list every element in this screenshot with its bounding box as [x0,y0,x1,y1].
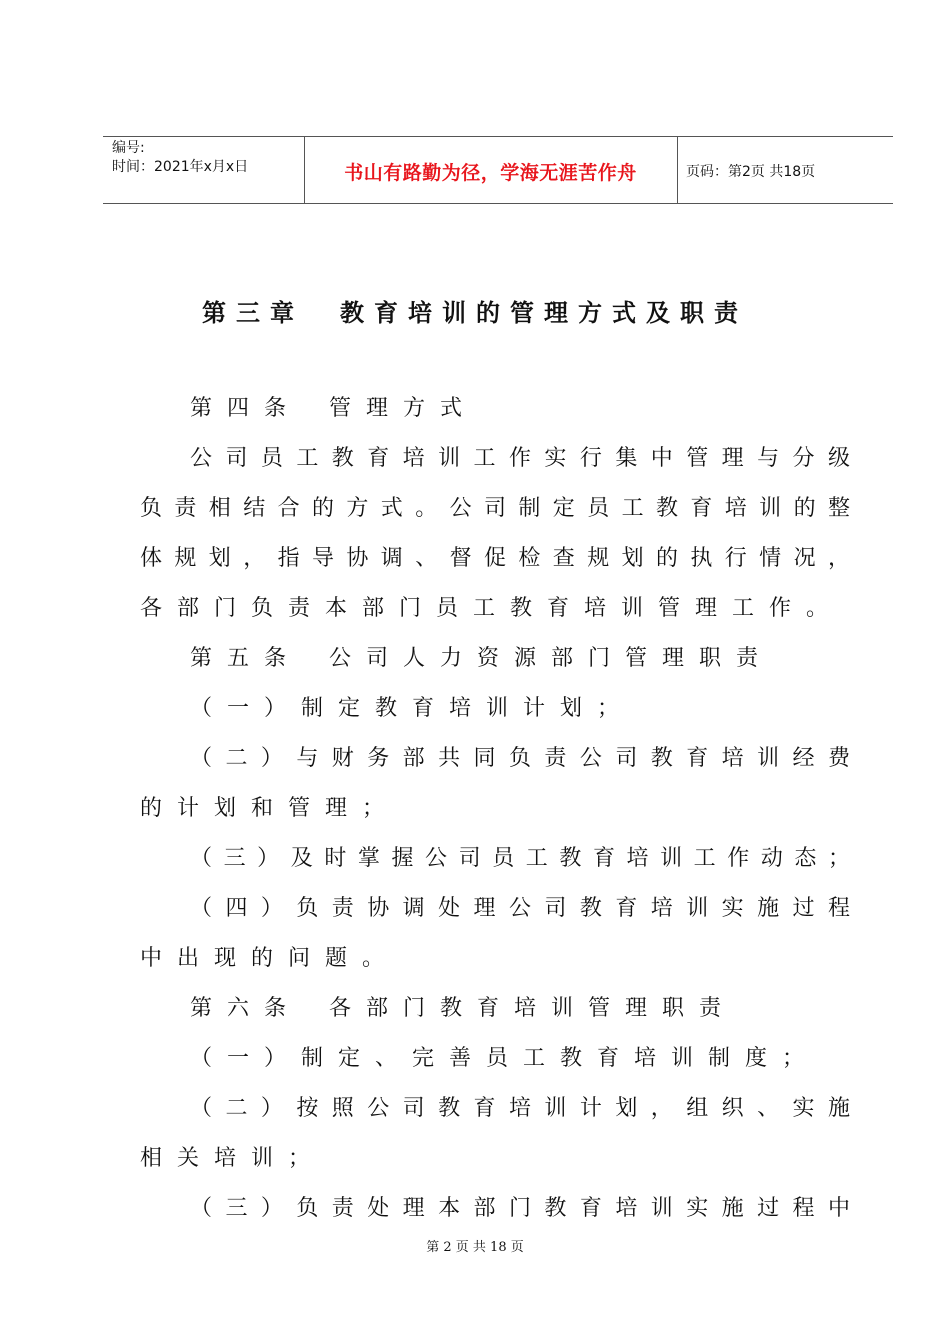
paragraph-line: 各部门负责本部门员工教育培训管理工作。 [140,596,844,621]
list-item: （二）与财务部共同负责公司教育培训经费 [190,746,850,771]
header-bottom-rule [103,203,893,204]
article-title: 各部门教育培训管理职责 [329,996,737,1021]
article-title: 公司人力资源部门管理职责 [329,646,774,671]
article-heading [190,644,850,674]
list-item-continuation: 的计划和管理； [140,796,400,821]
page-footer: 第 2 页 共 18 页 [426,1240,524,1255]
document-number-label: 编号: [112,140,145,156]
header-divider [677,136,678,203]
header-top-rule [103,136,893,137]
header-motto: 书山有路勤为径，学海无涯苦作舟 [344,162,637,184]
paragraph-line: 公司员工教育培训工作实行集中管理与分级 [190,446,850,471]
article-heading [190,994,850,1024]
paragraph-line: 体规划，指导协调、督促检查规划的执行情况， [140,546,850,571]
list-item: （三）及时掌握公司员工教育培训工作动态； [190,846,850,871]
chapter-number: 第三章 [202,298,304,327]
article-number: 第六条 [190,996,302,1021]
document-time-label: 时间：2021年x月x日 [112,159,249,175]
list-item: （一）制定、完善员工教育培训制度； [190,1046,820,1071]
paragraph-line: 负责相结合的方式。公司制定员工教育培训的整 [140,496,850,521]
chapter-heading [0,293,950,328]
list-item-continuation: 中出现的问题。 [140,946,400,971]
article-title: 管理方式 [329,396,478,421]
chapter-title: 教育培训的管理方式及职责 [340,298,748,327]
list-item-continuation: 相关培训； [140,1146,326,1171]
list-item: （二）按照公司教育培训计划，组织、实施 [190,1096,850,1121]
list-item: （三）负责处理本部门教育培训实施过程中 [190,1196,850,1221]
list-item: （四）负责协调处理公司教育培训实施过程 [190,896,850,921]
header-page-info: 页码：第2页 共18页 [686,164,816,180]
header-meta [112,139,248,177]
article-heading [190,394,850,424]
list-item: （一）制定教育培训计划； [190,696,635,721]
article-number: 第四条 [190,396,302,421]
article-number: 第五条 [190,646,302,671]
